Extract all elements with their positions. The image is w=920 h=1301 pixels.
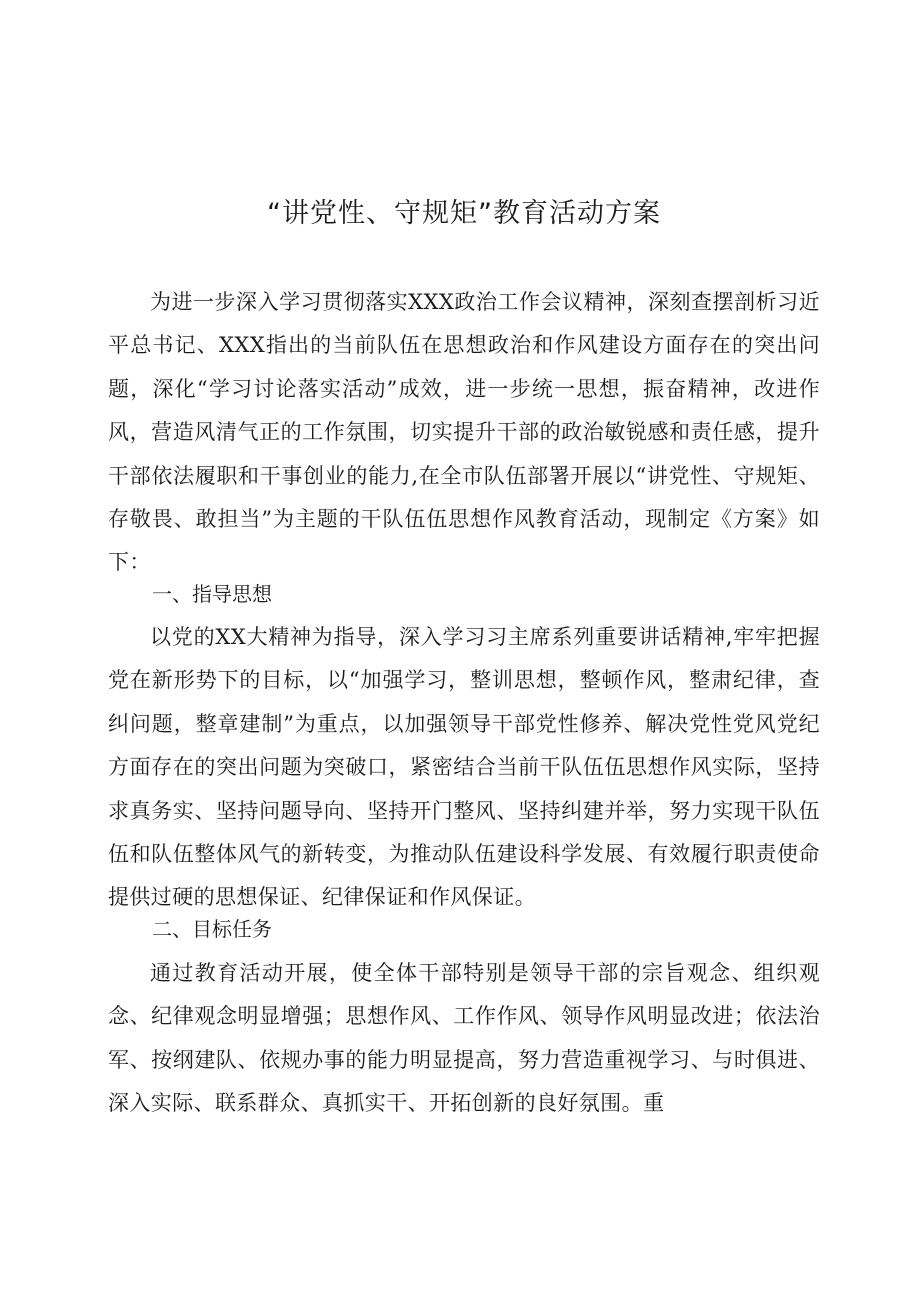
section-body-goals-tasks: 通过教育活动开展，使全体干部特别是领导干部的宗旨观念、组织观念、纪律观念明显增强；思想作风、工作作风、领导作风明显改进；依法治军、按纲建队、依规办事的能力明显提高，努力营造重视学习、与时俱进、深入实际、联系群众、真抓实干、开拓创新的良好氛围。重: [108, 961, 820, 1116]
intro-paragraph: 为进一步深入学习贯彻落实XXX政治工作会议精神，深刻查摆剖析习近平总书记、XXX指出的当前队伍在思想政治和作风建设方面存在的突出问题，深化“学习讨论落实活动”成效，进一步统一思想，振奋精神，改进作风，营造风清气正的工作氛围，切实提升干部的政治敏锐感和责任感，提升干部依法履职和干事创业的能力,在全市队伍部署开展以“讲党性、守规矩、存敬畏、敢担当”为主题的干队伍伍思想作风教育活动，现制定《方案》如下：: [108, 290, 820, 575]
section-body-guiding-ideology: 以党的XX大精神为指导，深入学习习主席系列重要讲话精神,牢牢把握党在新形势下的目标，以“加强学习，整训思想，整顿作风，整肃纪律，查纠问题，整章建制”为重点，以加强领导干部党性修养、解决党性党风党纪方面存在的突出问题为突破口，紧密结合当前干队伍伍思想作风实际，坚持求真务实、坚持问题导向、坚持开门整风、坚持纠建并举，努力实现干队伍伍和队伍整体风气的新转变，为推动队伍建设科学发展、有效履行职责使命提供过硬的思想保证、纪律保证和作风保证。: [108, 625, 820, 910]
document-title: “讲党性、守规矩”教育活动方案: [267, 198, 661, 229]
section-heading-guiding-ideology: 一、指导思想: [152, 582, 272, 606]
section-heading-goals-tasks: 二、目标任务: [152, 917, 272, 941]
